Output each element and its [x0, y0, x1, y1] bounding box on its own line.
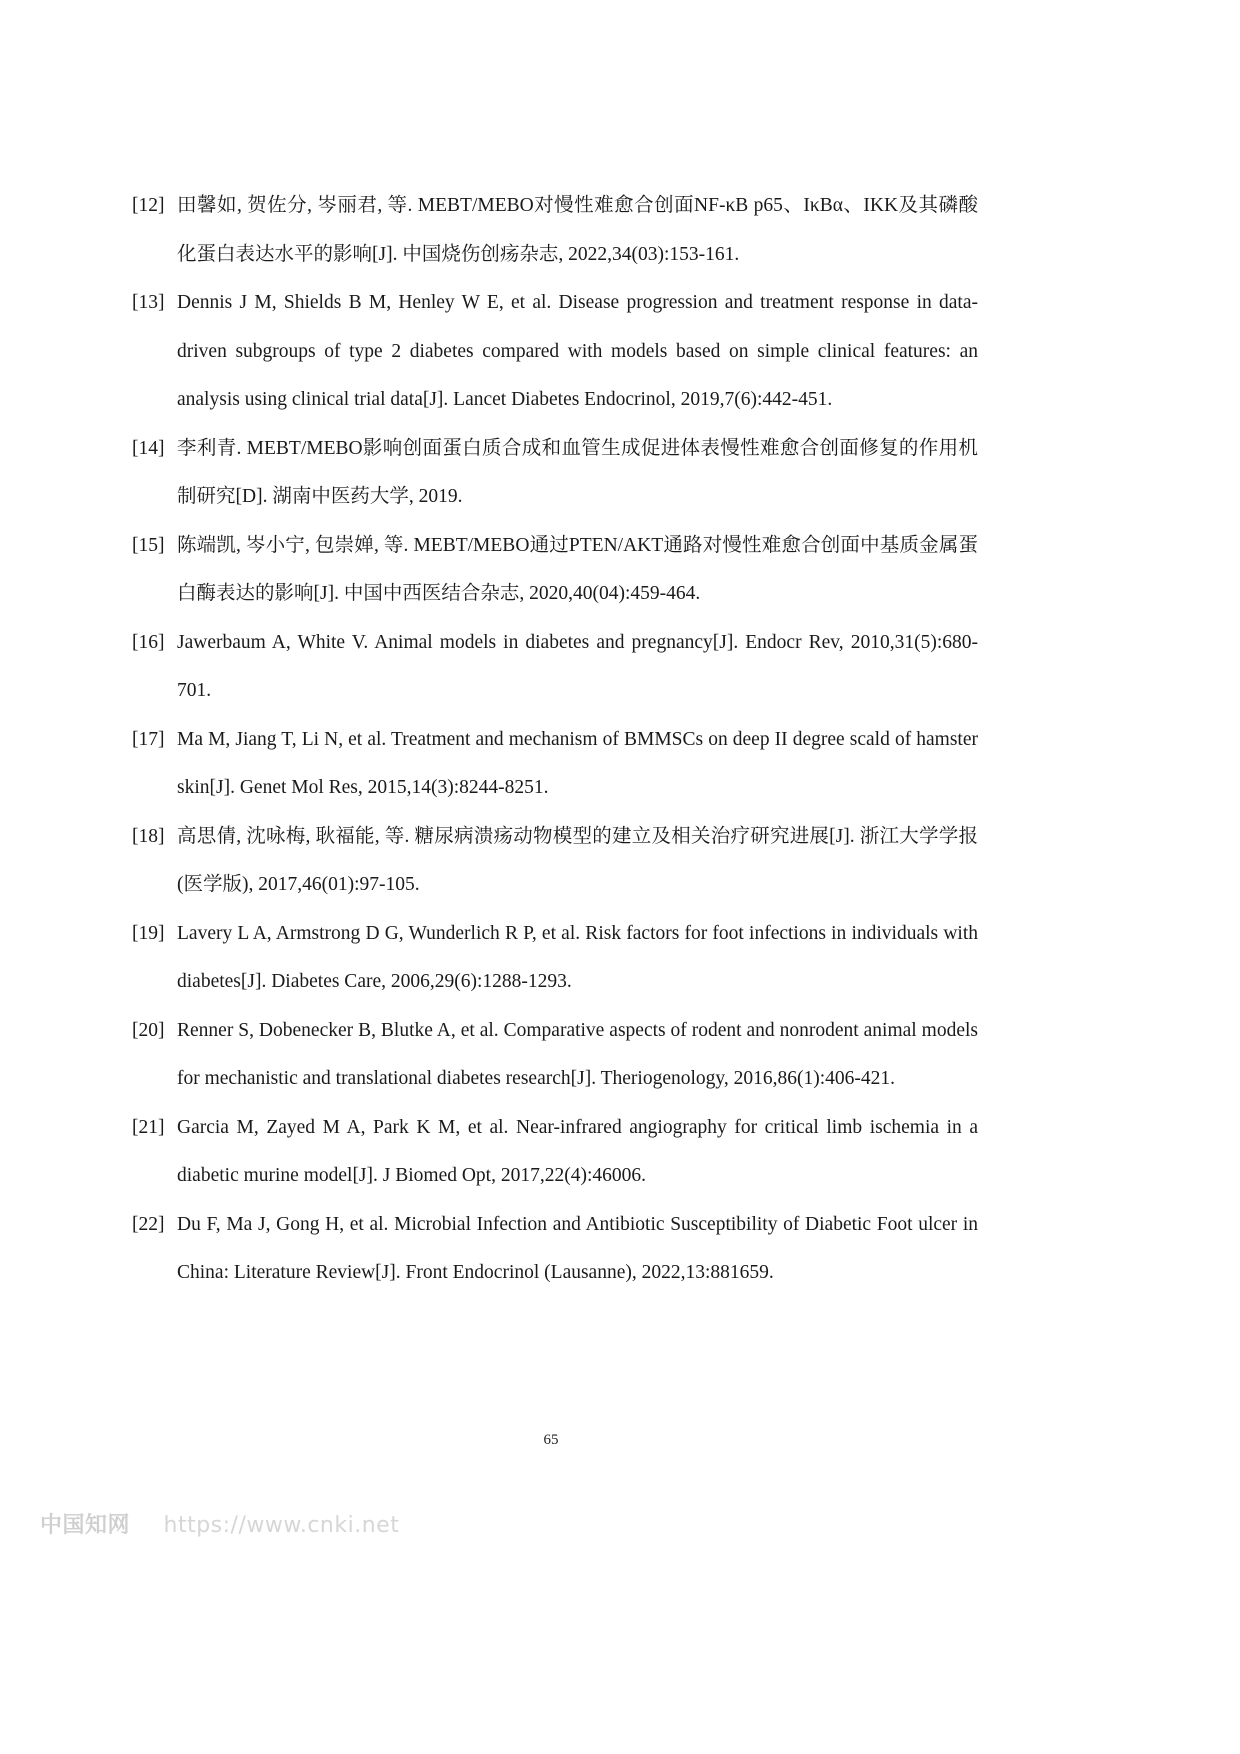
reference-number: [22] — [132, 1213, 165, 1235]
reference-number: [16] — [132, 631, 165, 653]
reference-item — [132, 182, 978, 279]
watermark-brand: 中国知网 — [40, 1513, 131, 1538]
reference-number: [15] — [132, 534, 165, 556]
reference-text: Renner S, Dobenecker B, Blutke A, et al. Comparative aspects of rodent and nonrodent animal models for mechanistic and translational diabetes research[J]. Theriogenology, 2016,86(1):406-421. — [177, 1019, 978, 1089]
reference-text: Jawerbaum A, White V. Animal models in diabetes and pregnancy[J]. Endocr Rev, 2010,31(5):680-701. — [177, 631, 978, 701]
reference-item — [132, 813, 978, 910]
reference-item — [132, 1201, 978, 1298]
reference-item — [132, 1104, 978, 1201]
reference-item — [132, 279, 978, 425]
reference-number: [17] — [132, 728, 165, 750]
reference-text: Lavery L A, Armstrong D G, Wunderlich R P, et al. Risk factors for foot infections in individuals with diabetes[J]. Diabetes Care, 2006,29(6):1288-1293. — [177, 922, 978, 992]
reference-text: Dennis J M, Shields B M, Henley W E, et al. Disease progression and treatment response in data-driven subgroups of type 2 diabetes compared with models based on simple clinical features: an analysis using clinical trial data[J]. Lancet Diabetes Endocrinol, 2019,7(6):442-451. — [177, 292, 978, 410]
page-number: 65 — [543, 1432, 559, 1448]
reference-item — [132, 1007, 978, 1104]
reference-item — [132, 910, 978, 1007]
reference-number: [12] — [132, 195, 165, 216]
reference-number: [20] — [132, 1019, 165, 1041]
reference-list — [132, 182, 978, 1298]
reference-number: [18] — [132, 825, 165, 847]
reference-text: 高思倩, 沈咏梅, 耿福能, 等. 糖尿病溃疡动物模型的建立及相关治疗研究进展[J]. 浙江大学学报(医学版), 2017,46(01):97-105. — [177, 825, 978, 895]
reference-text: Ma M, Jiang T, Li N, et al. Treatment and mechanism of BMMSCs on deep II degree scald of hamster skin[J]. Genet Mol Res, 2015,14(3):8244-8251. — [177, 728, 978, 798]
reference-text: 陈端凯, 岑小宁, 包崇婵, 等. MEBT/MEBO通过PTEN/AKT通路对慢性难愈合创面中基质金属蛋白酶表达的影响[J]. 中国中西医结合杂志, 2020,40(04):459-464. — [177, 534, 978, 604]
reference-item — [132, 716, 978, 813]
cnki-watermark — [40, 1508, 399, 1539]
reference-item — [132, 425, 978, 522]
reference-number: [14] — [132, 437, 165, 459]
reference-text: Du F, Ma J, Gong H, et al. Microbial Infection and Antibiotic Susceptibility of Diabetic Foot ulcer in China: Literature Review[J]. Front Endocrinol (Lausanne), 2022,13:881659. — [177, 1213, 978, 1283]
watermark-url: https://www.cnki.net — [163, 1513, 400, 1538]
reference-number: [19] — [132, 922, 165, 944]
reference-item — [132, 619, 978, 716]
reference-text: 田馨如, 贺佐分, 岑丽君, 等. MEBT/MEBO对慢性难愈合创面NF-κB p65、IκBα、IKK及其磷酸化蛋白表达水平的影响[J]. 中国烧伤创疡杂志, 2022,34(03):153-161. — [177, 195, 978, 265]
reference-text: 李利青. MEBT/MEBO影响创面蛋白质合成和血管生成促进体表慢性难愈合创面修复的作用机制研究[D]. 湖南中医药大学, 2019. — [177, 437, 978, 507]
reference-number: [21] — [132, 1116, 165, 1138]
reference-text: Garcia M, Zayed M A, Park K M, et al. Near-infrared angiography for critical limb ischemia in a diabetic murine model[J]. J Biomed Opt, 2017,22(4):46006. — [177, 1116, 978, 1186]
reference-item — [132, 522, 978, 619]
reference-number: [13] — [132, 292, 165, 313]
